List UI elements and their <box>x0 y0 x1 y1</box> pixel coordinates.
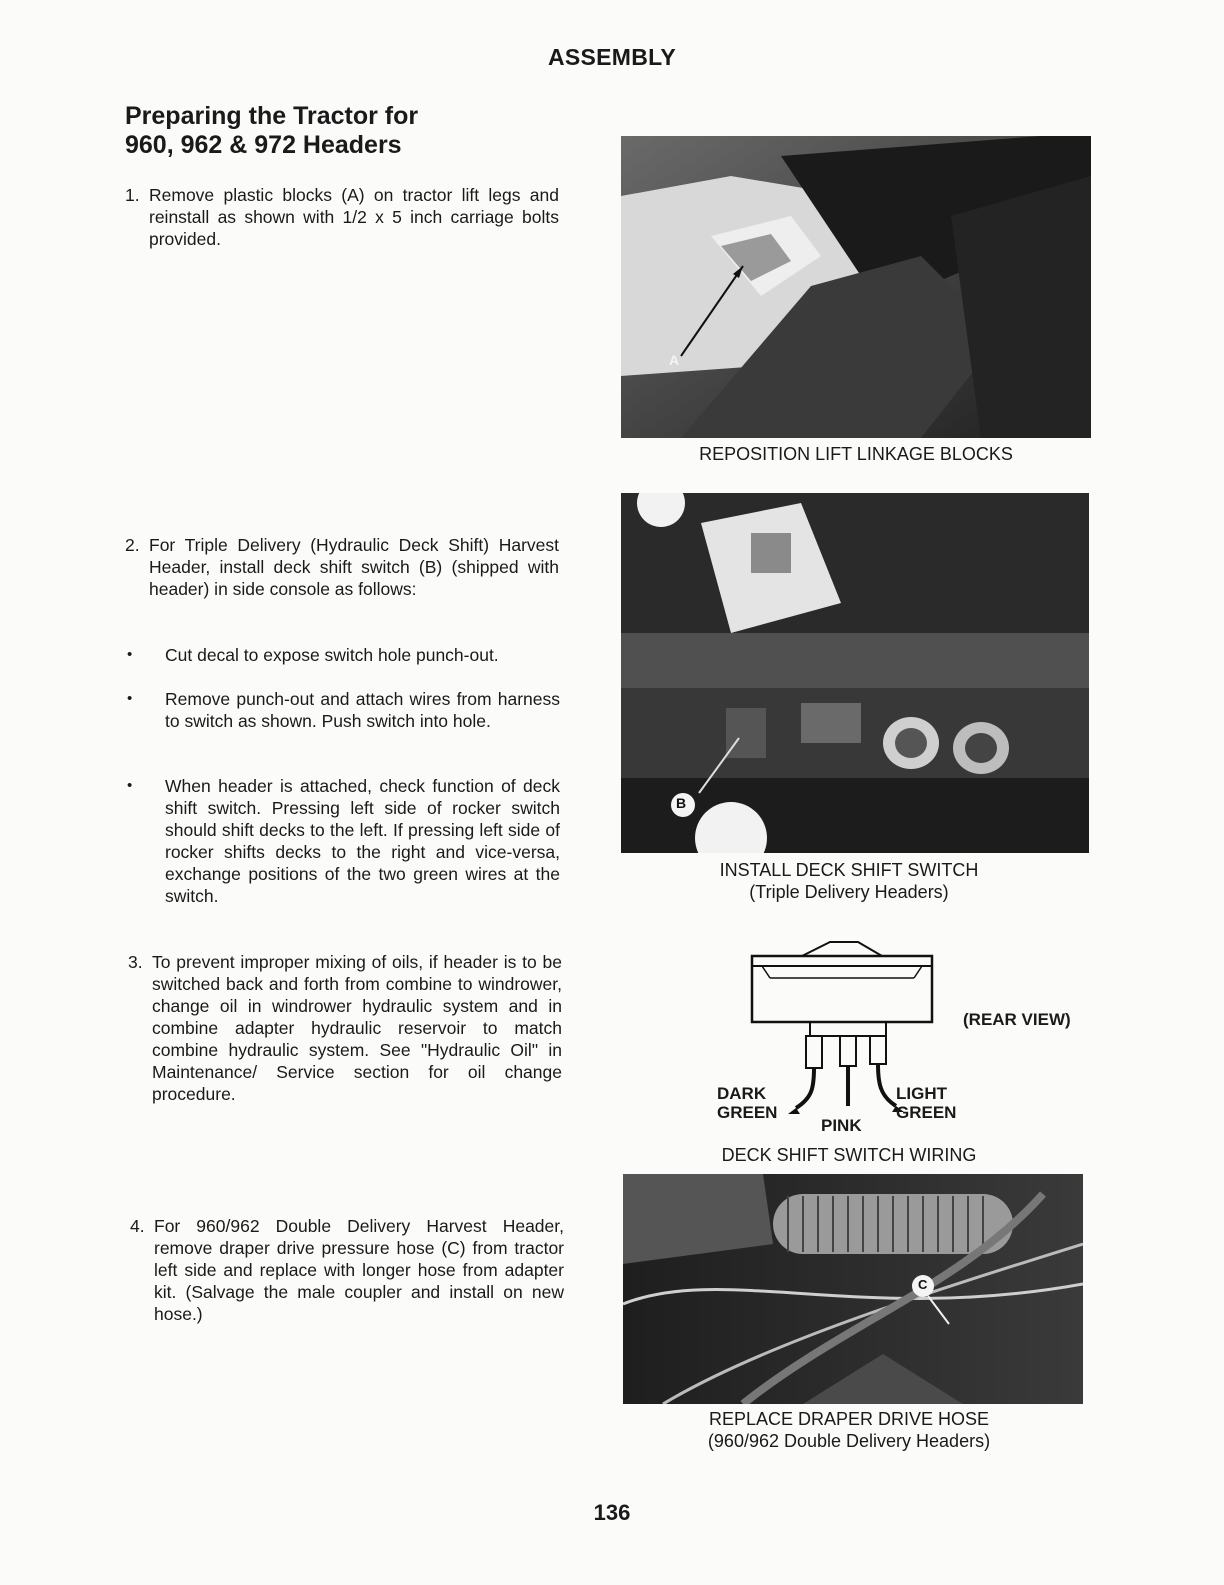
bullet-mark: • <box>127 777 133 794</box>
step-number: 1. <box>125 185 140 205</box>
dark-green-line-1: DARK <box>717 1084 767 1103</box>
title-line-1: Preparing the Tractor for <box>125 102 419 130</box>
step-2 <box>125 534 559 600</box>
step-1 <box>125 184 559 250</box>
pink-label: PINK <box>821 1116 862 1135</box>
bullet-text: Cut decal to expose switch hole punch-out. <box>165 645 499 665</box>
light-green-line-1: LIGHT <box>896 1084 947 1103</box>
bullet-text: Remove punch-out and attach wires from harness to switch as shown. Push switch into hole. <box>165 689 560 731</box>
bullet-1 <box>127 644 560 666</box>
section-title <box>125 102 418 160</box>
step-number: 2. <box>125 535 140 555</box>
step-3 <box>128 951 562 1105</box>
rear-view-label: (REAR VIEW) <box>963 1010 1071 1029</box>
step-number: 4. <box>130 1216 145 1236</box>
title-line-2: 960, 962 & 972 Headers <box>125 131 402 159</box>
caption-deck-shift-switch <box>621 859 1077 903</box>
callout-c: C <box>918 1277 928 1292</box>
light-green-label <box>896 1084 956 1122</box>
step-text: For 960/962 Double Delivery Harvest Header, remove draper drive pressure hose (C) from tractor left side and replace with longer hose from adapter kit. (Salvage the male coupler and install on new hose.) <box>154 1216 564 1324</box>
deck-shift-switch-photo <box>621 493 1089 853</box>
caption-line-1: INSTALL DECK SHIFT SWITCH <box>719 860 979 880</box>
caption-line-2: (960/962 Double Delivery Headers) <box>707 1431 991 1451</box>
caption-lift-linkage: REPOSITION LIFT LINKAGE BLOCKS <box>699 444 1013 464</box>
bullet-mark: • <box>127 646 133 663</box>
lift-linkage-photo <box>621 136 1091 438</box>
step-number: 3. <box>128 952 143 972</box>
page-header: ASSEMBLY <box>547 44 677 70</box>
dark-green-label <box>717 1084 777 1122</box>
caption-draper-hose <box>621 1408 1077 1452</box>
switch-wiring-diagram <box>700 938 1100 1138</box>
bullet-mark: • <box>127 690 133 707</box>
bullet-3 <box>127 775 560 907</box>
bullet-text: When header is attached, check function of deck shift switch. Pressing left side of rocker switch should shift decks to the left. If pressing left side of rocker shifts decks to the right and vice-versa, exchange positions of the two green wires at the switch. <box>165 776 560 906</box>
callout-a: A <box>669 352 680 368</box>
step-text: To prevent improper mixing of oils, if header is to be switched back and forth from combine to windrower, change oil in windrower hydraulic system and in combine adapter hydraulic reservoir to match combine hydraulic system. See "Hydraulic Oil" in Maintenance/ Service section for oil change procedure. <box>152 952 562 1104</box>
callout-b: B <box>676 795 687 811</box>
step-text: For Triple Delivery (Hydraulic Deck Shift) Harvest Header, install deck shift switch (B) (shipped with header) in side console as follows: <box>149 535 559 599</box>
bullet-2 <box>127 688 560 732</box>
caption-line-1: REPLACE DRAPER DRIVE HOSE <box>708 1409 990 1429</box>
caption-line-2: (Triple Delivery Headers) <box>749 882 949 902</box>
step-text: Remove plastic blocks (A) on tractor lift legs and reinstall as shown with 1/2 x 5 inch carriage bolts provided. <box>149 185 559 249</box>
caption-switch-wiring: DECK SHIFT SWITCH WIRING <box>721 1145 977 1165</box>
dark-green-line-2: GREEN <box>717 1103 778 1122</box>
light-green-line-2: GREEN <box>896 1103 957 1122</box>
step-4 <box>130 1215 564 1325</box>
draper-hose-photo <box>623 1174 1083 1404</box>
page-number: 136 <box>593 1500 631 1525</box>
